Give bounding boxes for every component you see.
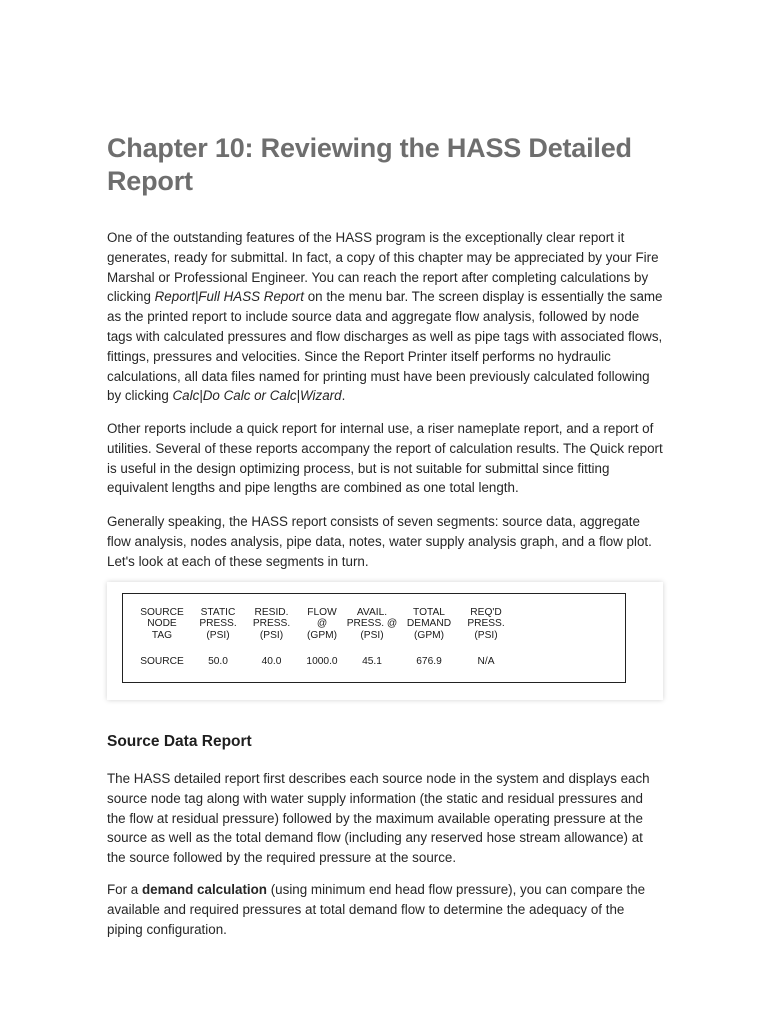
source-data-report-box — [122, 593, 626, 683]
cell-source-tag: SOURCE — [140, 656, 184, 668]
demand-calculation-term: demand calculation — [141, 882, 267, 897]
menu-path-calc: Calc|Do Calc or Calc|Wizard — [172, 388, 342, 404]
header-static-press: STATIC PRESS. (PSI) — [199, 607, 237, 641]
intro-p1-text-b: on the menu bar. The screen display is essentially the same as the printed report to include source data and aggregate flow analysis, followed by node tags with calculated pressures and flow discharges as well as pipe tags with associated flows, fittings, pressures and velocities. Since the Report Printer itself performs no hydraulic calculations, all data files named for printing must have been previously calculated following by clicking — [107, 289, 663, 404]
header-resid-press: RESID. PRESS. (PSI) — [252, 607, 291, 641]
section-heading-source-data: Source Data Report — [107, 733, 252, 750]
table-header-row — [133, 607, 512, 641]
cell-static-press: 50.0 — [208, 656, 228, 668]
intro-p1-text-c: . — [341, 388, 346, 404]
intro-paragraph-2: Other reports include a quick report for internal use, a riser nameplate report, and a report of utilities. Several of these reports accompany the report of calculation results. The Quick report is useful in the design optimizing process, but is not suitable for submittal since fitting equivalent lengths and pipe lengths are combined as one total length. — [107, 421, 663, 496]
source-data-table — [133, 607, 512, 668]
cell-flow: 1000.0 — [306, 656, 338, 668]
chapter-title: Chapter 10: Reviewing the HASS Detailed Report — [107, 133, 632, 196]
cell-total-demand: 676.9 — [416, 656, 442, 668]
menu-path-report: Report|Full HASS Report — [154, 289, 304, 305]
cell-avail-press: 45.1 — [362, 656, 382, 668]
header-flow: FLOW @ (GPM) — [307, 607, 337, 641]
source-p2-text-b: (using minimum end head flow pressure), you can compare the available and required pressures at total demand flow to determine the adequacy of the piping configuration. — [107, 882, 646, 937]
source-data-figure — [107, 582, 663, 700]
header-source-node-tag: SOURCE NODE TAG — [140, 607, 184, 641]
cell-resid-press: 40.0 — [261, 656, 282, 668]
table-row — [133, 641, 512, 667]
intro-p1-text-a: One of the outstanding features of the HASS program is the exceptionally clear report it generates, ready for submittal. In fact, a copy of this chapter may be appreciated by your Fire Marshal or Professional Engineer. You can reach the report after completing calculations by clicking — [107, 230, 659, 305]
cell-reqd-press: N/A — [477, 656, 495, 668]
intro-paragraph-3: Generally speaking, the HASS report consists of seven segments: source data, aggregate flow analysis, nodes analysis, pipe data, notes, water supply analysis graph, and a flow plot. Let's look at each of these segments in turn. — [107, 514, 652, 569]
source-paragraph-2 — [107, 880, 663, 939]
source-paragraph-1: The HASS detailed report first describes each source node in the system and displays each source node tag along with water supply information (the static and residual pressures and the flow at residual pressure) followed by the maximum available operating pressure at the source as well as the total demand flow (including any reserved hose stream allowance) at the source followed by the required pressure at the source. — [107, 771, 650, 866]
header-reqd-press: REQ'D PRESS. (PSI) — [467, 607, 505, 641]
intro-paragraph-1 — [107, 228, 663, 406]
header-avail-press: AVAIL. PRESS. @ (PSI) — [346, 607, 398, 641]
source-p2-text-a: For a — [107, 882, 142, 897]
header-total-demand: TOTAL DEMAND (GPM) — [406, 607, 452, 641]
